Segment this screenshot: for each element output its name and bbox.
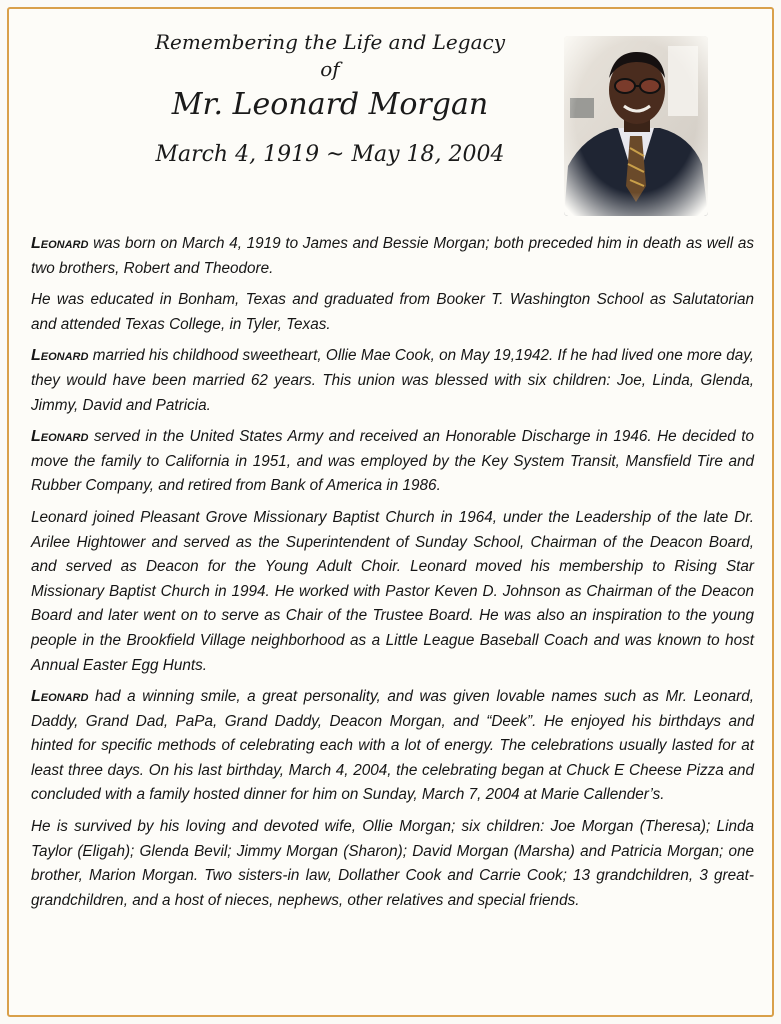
paragraph-text: married his childhood sweetheart, Ollie Mae Cook, on May 19,1942. If he had lived one more day, they would have been married 62 years. This union was blessed with six children: Joe, Linda, Glenda, Jimmy, David and Patricia. (31, 347, 754, 414)
paragraph-text: Leonard joined Pleasant Grove Missionary Baptist Church in 1964, under the Leadership of the late Dr. Arilee Hightower and served as the Superintendent of Sunday School, Chairman of the Deacon Board, and served as Deacon for the Young Adult Choir. Leonard moved his membership to Rising Star Missionary Baptist Church in 1994. He worked with Pastor Keven D. Johnson as Chairman of the Deacon Board and later went on to serve as Chair of the Trustee Board. He was also an inspiration to the young people in the Brookfield Village neighborhood as a Little League Baseball Coach and was known to host Annual Easter Egg Hunts. (31, 508, 754, 674)
paragraph-lead: Leonard (31, 235, 89, 252)
paragraph-career (31, 425, 754, 499)
paragraph-text: was born on March 4, 1919 to James and Bessie Morgan; both preceded him in death as well as two brothers, Robert and Theodore. (31, 235, 754, 277)
paragraph-lead: Leonard (31, 688, 89, 706)
paragraph-lead: Leonard (31, 428, 89, 446)
paragraph-text: served in the United States Army and received an Honorable Discharge in 1946. He decided to move the family to California in 1951, and was employed by the Key System Transit, Mansfield Tire and Rubber Company, and retired from Bank of America in 1986. (31, 428, 754, 495)
memorial-name: Mr. Leonard Morgan (171, 87, 489, 122)
life-dates: March 4, 1919 ~ May 18, 2004 (155, 142, 505, 167)
paragraph-education (31, 288, 754, 337)
paragraph-lead: Leonard (31, 347, 89, 365)
paragraph-marriage (31, 344, 754, 418)
memorial-subtitle: Remembering the Life and Legacy (155, 30, 505, 54)
portrait-photo (564, 36, 708, 216)
paragraph-church (31, 506, 754, 678)
header (120, 28, 540, 172)
obituary-body (31, 232, 754, 920)
of-text: of (320, 57, 340, 81)
paragraph-birth (31, 232, 754, 281)
paragraph-text: had a winning smile, a great personality, and was given lovable names such as Mr. Leonard, Daddy, Grand Dad, PaPa, Grand Daddy, Deacon Morgan, and “Deek”. He enjoyed his birthdays and hinted for specific methods of celebrating each with a lot of energy. The celebrations usually lasted for at least three days. On his last birthday, March 4, 2004, the celebrating began at Chuck E Cheese Pizza and concluded with a family hosted dinner for him on Sunday, March 7, 2004 at Marie Callender’s. (31, 688, 754, 804)
paragraph-survivors (31, 815, 754, 913)
paragraph-text: He is survived by his loving and devoted wife, Ollie Morgan; six children: Joe Morgan (Theresa); Linda Taylor (Eligah); Glenda Bevil; Jimmy Morgan (Sharon); David Morgan (Marsha) and Patricia Morgan; one brother, Marion Morgan. Two sisters-in law, Dollather Cook and Carrie Cook; 13 grandchildren, 3 great-grandchildren, and a host of nieces, nephews, other relatives and special friends. (31, 818, 754, 909)
portrait-image (564, 36, 708, 216)
paragraph-text: He was educated in Bonham, Texas and graduated from Booker T. Washington School as Salutatorian and attended Texas College, in Tyler, Texas. (31, 291, 754, 333)
paragraph-personality (31, 685, 754, 808)
